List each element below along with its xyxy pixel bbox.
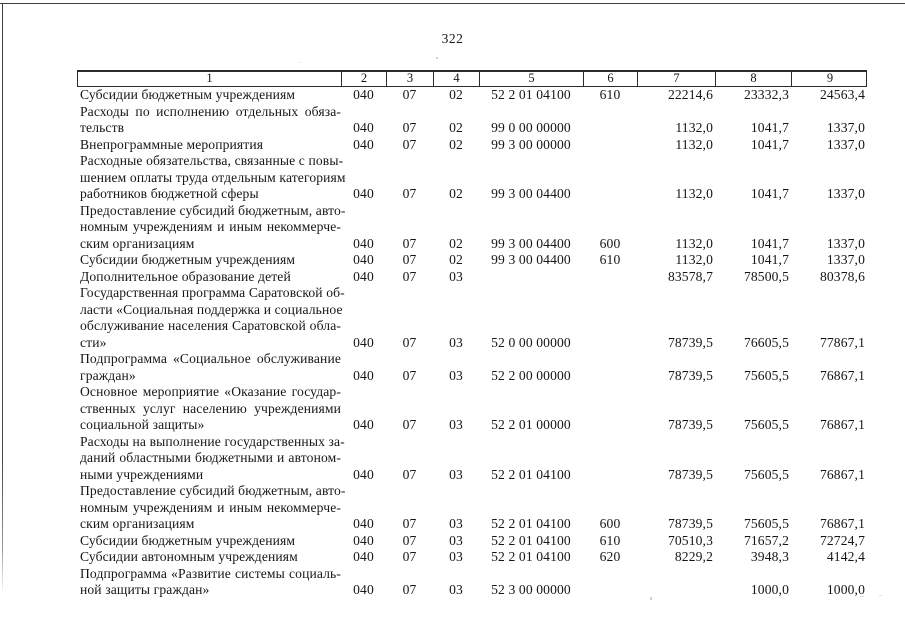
table-row (77, 566, 867, 599)
row-label-cell (77, 483, 346, 533)
row-label-cell (77, 269, 341, 286)
row-value-cell-col5: 99 0 00 00000 (491, 120, 571, 135)
row-label-line: Внепрограммные мероприятия (80, 136, 264, 152)
row-label-line: Субсидии бюджетным учреждениям (80, 532, 296, 548)
row-value-cell-col2: 040 (353, 252, 374, 267)
row-value-cell-col4: 03 (449, 532, 463, 548)
row-value-cell-col3: 07 (402, 87, 417, 102)
row-value-cell-col7: 1132,0 (675, 252, 713, 267)
row-value-cell-col2: 040 (353, 466, 374, 482)
budget-table (77, 70, 867, 599)
row-value-cell-col7: 78739,5 (667, 466, 713, 482)
row-value-cell-col7: 78739,5 (667, 367, 713, 383)
row-value-cell-col5: 99 3 00 04400 (491, 252, 571, 267)
row-value-cell-col9: 24563,4 (819, 87, 865, 102)
row-label-line: номным учреждениям и иным некоммерче- (80, 499, 341, 515)
row-value-cell-col3: 07 (402, 532, 417, 548)
row-value-cell-col9: 80378,6 (819, 268, 865, 284)
row-value-cell-col5: 99 3 00 00000 (491, 136, 571, 152)
row-label-line: Государственная программа Саратовской об- (80, 285, 345, 300)
row-value-cell-col8: 76605,5 (743, 334, 789, 350)
row-label-cell (77, 384, 341, 434)
row-value-cell-col3: 07 (402, 549, 417, 564)
row-label-cell (77, 252, 341, 269)
row-value-cell-col2: 040 (353, 582, 374, 597)
row-label-line: граждан» (80, 367, 136, 383)
row-value-cell-col4: 02 (449, 120, 463, 135)
row-label-line: ными учреждениями (80, 466, 204, 482)
row-value-cell-col4: 03 (449, 516, 463, 531)
row-value-cell-col8: 71657,2 (743, 532, 789, 548)
scan-speck (879, 595, 882, 596)
table-row (77, 549, 867, 566)
row-value-cell-col5: 52 2 00 00000 (491, 367, 571, 383)
table-header-cell-1: 1 (78, 72, 342, 86)
row-label-cell (77, 202, 346, 253)
row-label-line: ласти «Социальная поддержка и социальное (80, 301, 343, 317)
row-label-line: шением оплаты труда отдельным категориям (80, 169, 346, 185)
row-value-cell-col6: 600 (599, 516, 621, 531)
page-number: 322 (441, 31, 464, 46)
row-label-line: ной защиты граждан» (80, 582, 210, 597)
row-value-cell-col3: 07 (402, 186, 417, 201)
row-value-cell-col4: 03 (449, 466, 463, 482)
scan-speck (436, 57, 438, 59)
row-value-cell-col2: 040 (353, 136, 374, 152)
row-value-cell-col8: 23332,3 (743, 87, 789, 102)
row-value-cell-col7: 70510,3 (667, 532, 713, 548)
table-header-row (77, 70, 867, 87)
row-value-cell-col9: 1337,0 (826, 186, 865, 201)
row-value-cell-col4: 02 (449, 235, 463, 251)
row-value-cell-col5: 52 2 01 04100 (491, 549, 571, 564)
row-label-line: Субсидии бюджетным учреждениям (80, 252, 296, 267)
row-value-cell-col9: 76867,1 (819, 417, 865, 432)
table-row (77, 384, 867, 434)
table-row (77, 153, 867, 203)
table-row (77, 285, 867, 351)
row-value-cell-col8: 75605,5 (743, 516, 789, 531)
row-value-cell-col3: 07 (402, 582, 417, 597)
row-label-line: номным учреждениям и иным некоммерче- (80, 219, 341, 234)
scan-frame-left-line (2, 3, 3, 595)
row-value-cell-col2: 040 (353, 87, 374, 102)
row-value-cell-col3: 07 (402, 136, 417, 152)
table-header-cell-2: 2 (342, 72, 387, 86)
row-value-cell-col7: 1132,0 (675, 186, 713, 201)
row-value-cell-col2: 040 (353, 417, 374, 432)
row-label-line: Расходы на выполнение государственных за- (80, 433, 345, 449)
scan-frame-top-line (0, 3, 905, 4)
row-value-cell-col6: 610 (599, 87, 621, 102)
row-value-cell-col8: 1000,0 (750, 582, 789, 597)
row-value-cell-col8: 75605,5 (743, 417, 789, 432)
row-value-cell-col8: 75605,5 (743, 466, 789, 482)
row-value-cell-col4: 03 (449, 367, 463, 383)
row-value-cell-col5: 99 3 00 04400 (491, 186, 571, 201)
scan-speck (299, 62, 301, 63)
row-label-cell (77, 549, 341, 566)
row-value-cell-col5: 52 2 01 04100 (491, 466, 571, 482)
row-value-cell-col3: 07 (402, 516, 417, 531)
table-row (77, 104, 867, 137)
row-label-line: даний областными бюджетными и автоном- (80, 450, 341, 465)
row-value-cell-col2: 040 (353, 367, 374, 383)
row-value-cell-col2: 040 (353, 549, 374, 564)
scan-speck (650, 597, 652, 600)
row-value-cell-col7: 78739,5 (667, 417, 713, 432)
row-value-cell-col8: 75605,5 (743, 367, 789, 383)
table-row (77, 203, 867, 253)
row-value-cell-col3: 07 (402, 417, 417, 432)
row-value-cell-col4: 03 (449, 334, 463, 350)
row-label-line: Дополнительное образование детей (80, 268, 291, 284)
row-value-cell-col9: 1337,0 (826, 120, 865, 135)
row-label-line: социальной защиты» (80, 417, 205, 432)
row-label-cell (77, 285, 345, 351)
row-value-cell-col7: 1132,0 (675, 120, 713, 135)
row-value-cell-col7: 1132,0 (675, 136, 713, 152)
table-row (77, 87, 867, 104)
row-value-cell-col9: 76867,1 (819, 466, 865, 482)
row-value-cell-col6: 600 (599, 235, 621, 251)
row-label-line: работников бюджетной сферы (80, 186, 259, 201)
table-row (77, 483, 867, 533)
row-value-cell-col4: 03 (449, 582, 463, 597)
row-value-cell-col5: 99 3 00 04400 (491, 235, 571, 251)
row-label-line: Основное мероприятие «Оказание государ- (80, 384, 341, 399)
table-header-cell-9: 9 (826, 72, 834, 85)
row-value-cell-col8: 1041,7 (750, 186, 789, 201)
row-value-cell-col3: 07 (402, 235, 417, 251)
row-value-cell-col4: 03 (449, 268, 463, 284)
row-value-cell-col4: 03 (449, 549, 463, 564)
row-value-cell-col4: 02 (449, 87, 463, 102)
row-value-cell-col7: 78739,5 (667, 516, 713, 531)
row-label-cell (77, 104, 341, 137)
row-value-cell-col8: 1041,7 (750, 120, 789, 135)
table-header-cell-3: 3 (387, 72, 434, 86)
row-value-cell-col3: 07 (402, 466, 417, 482)
row-label-line: сти» (80, 334, 107, 350)
row-value-cell-col2: 040 (353, 235, 374, 251)
row-label-line: Расходы по исполнению отдельных обяза- (80, 103, 341, 119)
row-value-cell-col4: 03 (449, 417, 463, 432)
row-label-line: Субсидии бюджетным учреждениям (80, 87, 296, 102)
row-value-cell-col5: 52 2 01 04100 (491, 516, 571, 531)
row-value-cell-col9: 76867,1 (819, 516, 865, 531)
row-value-cell-col2: 040 (353, 268, 374, 284)
row-value-cell-col9: 72724,7 (819, 532, 865, 548)
row-value-cell-col5: 52 3 00 00000 (491, 582, 571, 597)
row-label-line: ским организациям (80, 516, 195, 531)
row-value-cell-col7: 22214,6 (667, 87, 713, 102)
row-value-cell-col8: 1041,7 (750, 252, 789, 267)
row-value-cell-col2: 040 (353, 532, 374, 548)
row-label-line: ским организациям (80, 235, 195, 251)
row-value-cell-col7: 8229,2 (674, 549, 713, 564)
row-value-cell-col9: 4142,4 (826, 549, 865, 564)
table-row (77, 351, 867, 384)
row-value-cell-col3: 07 (402, 252, 417, 267)
row-value-cell-col8: 78500,5 (743, 268, 789, 284)
table-header-cell-8: 8 (716, 72, 792, 86)
row-label-cell (77, 533, 341, 550)
row-value-cell-col3: 07 (402, 120, 417, 135)
row-value-cell-col4: 02 (449, 186, 463, 201)
table-row (77, 269, 867, 286)
row-label-cell (77, 137, 341, 154)
row-label-cell (77, 566, 341, 599)
row-label-line: Подпрограмма «Развитие системы социаль- (80, 565, 341, 581)
row-label-line: Предоставление субсидий бюджетным, авто- (80, 483, 346, 498)
row-label-cell (77, 433, 345, 484)
row-value-cell-col9: 76867,1 (819, 367, 865, 383)
row-value-cell-col2: 040 (353, 516, 374, 531)
table-row (77, 434, 867, 484)
row-value-cell-col8: 3948,3 (750, 549, 789, 564)
row-value-cell-col4: 02 (449, 252, 463, 267)
row-value-cell-col9: 77867,1 (819, 334, 865, 350)
row-value-cell-col8: 1041,7 (750, 235, 789, 251)
table-row (77, 137, 867, 154)
row-value-cell-col9: 1337,0 (826, 252, 865, 267)
row-value-cell-col6: 610 (599, 532, 621, 548)
row-label-line: ственных услуг населению учреждениями (80, 400, 341, 416)
row-value-cell-col3: 07 (402, 334, 417, 350)
row-value-cell-col9: 1000,0 (826, 582, 865, 597)
row-value-cell-col7: 78739,5 (667, 334, 713, 350)
table-row (77, 533, 867, 550)
row-value-cell-col5: 52 2 01 04100 (491, 532, 571, 548)
table-body (77, 87, 867, 599)
table-header-cell-7: 7 (638, 72, 716, 86)
row-value-cell-col2: 040 (353, 334, 374, 350)
scan-speck (860, 596, 864, 597)
row-value-cell-col4: 02 (449, 136, 463, 152)
row-value-cell-col6: 620 (599, 549, 621, 564)
row-label-line: тельств (80, 120, 125, 135)
table-header-cell-6: 6 (584, 72, 638, 86)
row-value-cell-col3: 07 (402, 268, 417, 284)
row-value-cell-col2: 040 (353, 120, 374, 135)
row-value-cell-col6: 610 (599, 252, 621, 267)
row-value-cell-col5: 52 2 01 04100 (491, 87, 571, 102)
row-label-line: Субсидии автономным учреждениям (80, 549, 298, 564)
row-value-cell-col9: 1337,0 (826, 136, 865, 152)
row-label-cell (77, 153, 346, 203)
table-header-cell-4: 4 (434, 72, 480, 86)
row-value-cell-col5: 52 2 01 00000 (491, 417, 571, 432)
row-label-cell (77, 351, 341, 384)
row-value-cell-col7: 83578,7 (667, 268, 713, 284)
row-label-line: Расходные обязательства, связанные с повы- (80, 153, 344, 168)
table-header-cell-5: 5 (480, 72, 584, 86)
row-value-cell-col3: 07 (402, 367, 417, 383)
row-label-line: обслуживание населения Саратовской обла- (80, 318, 341, 333)
row-label-line: Подпрограмма «Социальное обслуживание (80, 351, 341, 366)
row-value-cell-col8: 1041,7 (750, 136, 789, 152)
row-value-cell-col2: 040 (353, 186, 374, 201)
row-label-line: Предоставление субсидий бюджетным, авто- (80, 202, 346, 218)
table-row (77, 252, 867, 269)
row-value-cell-col9: 1337,0 (826, 235, 865, 251)
row-value-cell-col5: 52 0 00 00000 (491, 334, 571, 350)
row-label-cell (77, 87, 341, 104)
row-value-cell-col7: 1132,0 (675, 235, 713, 251)
